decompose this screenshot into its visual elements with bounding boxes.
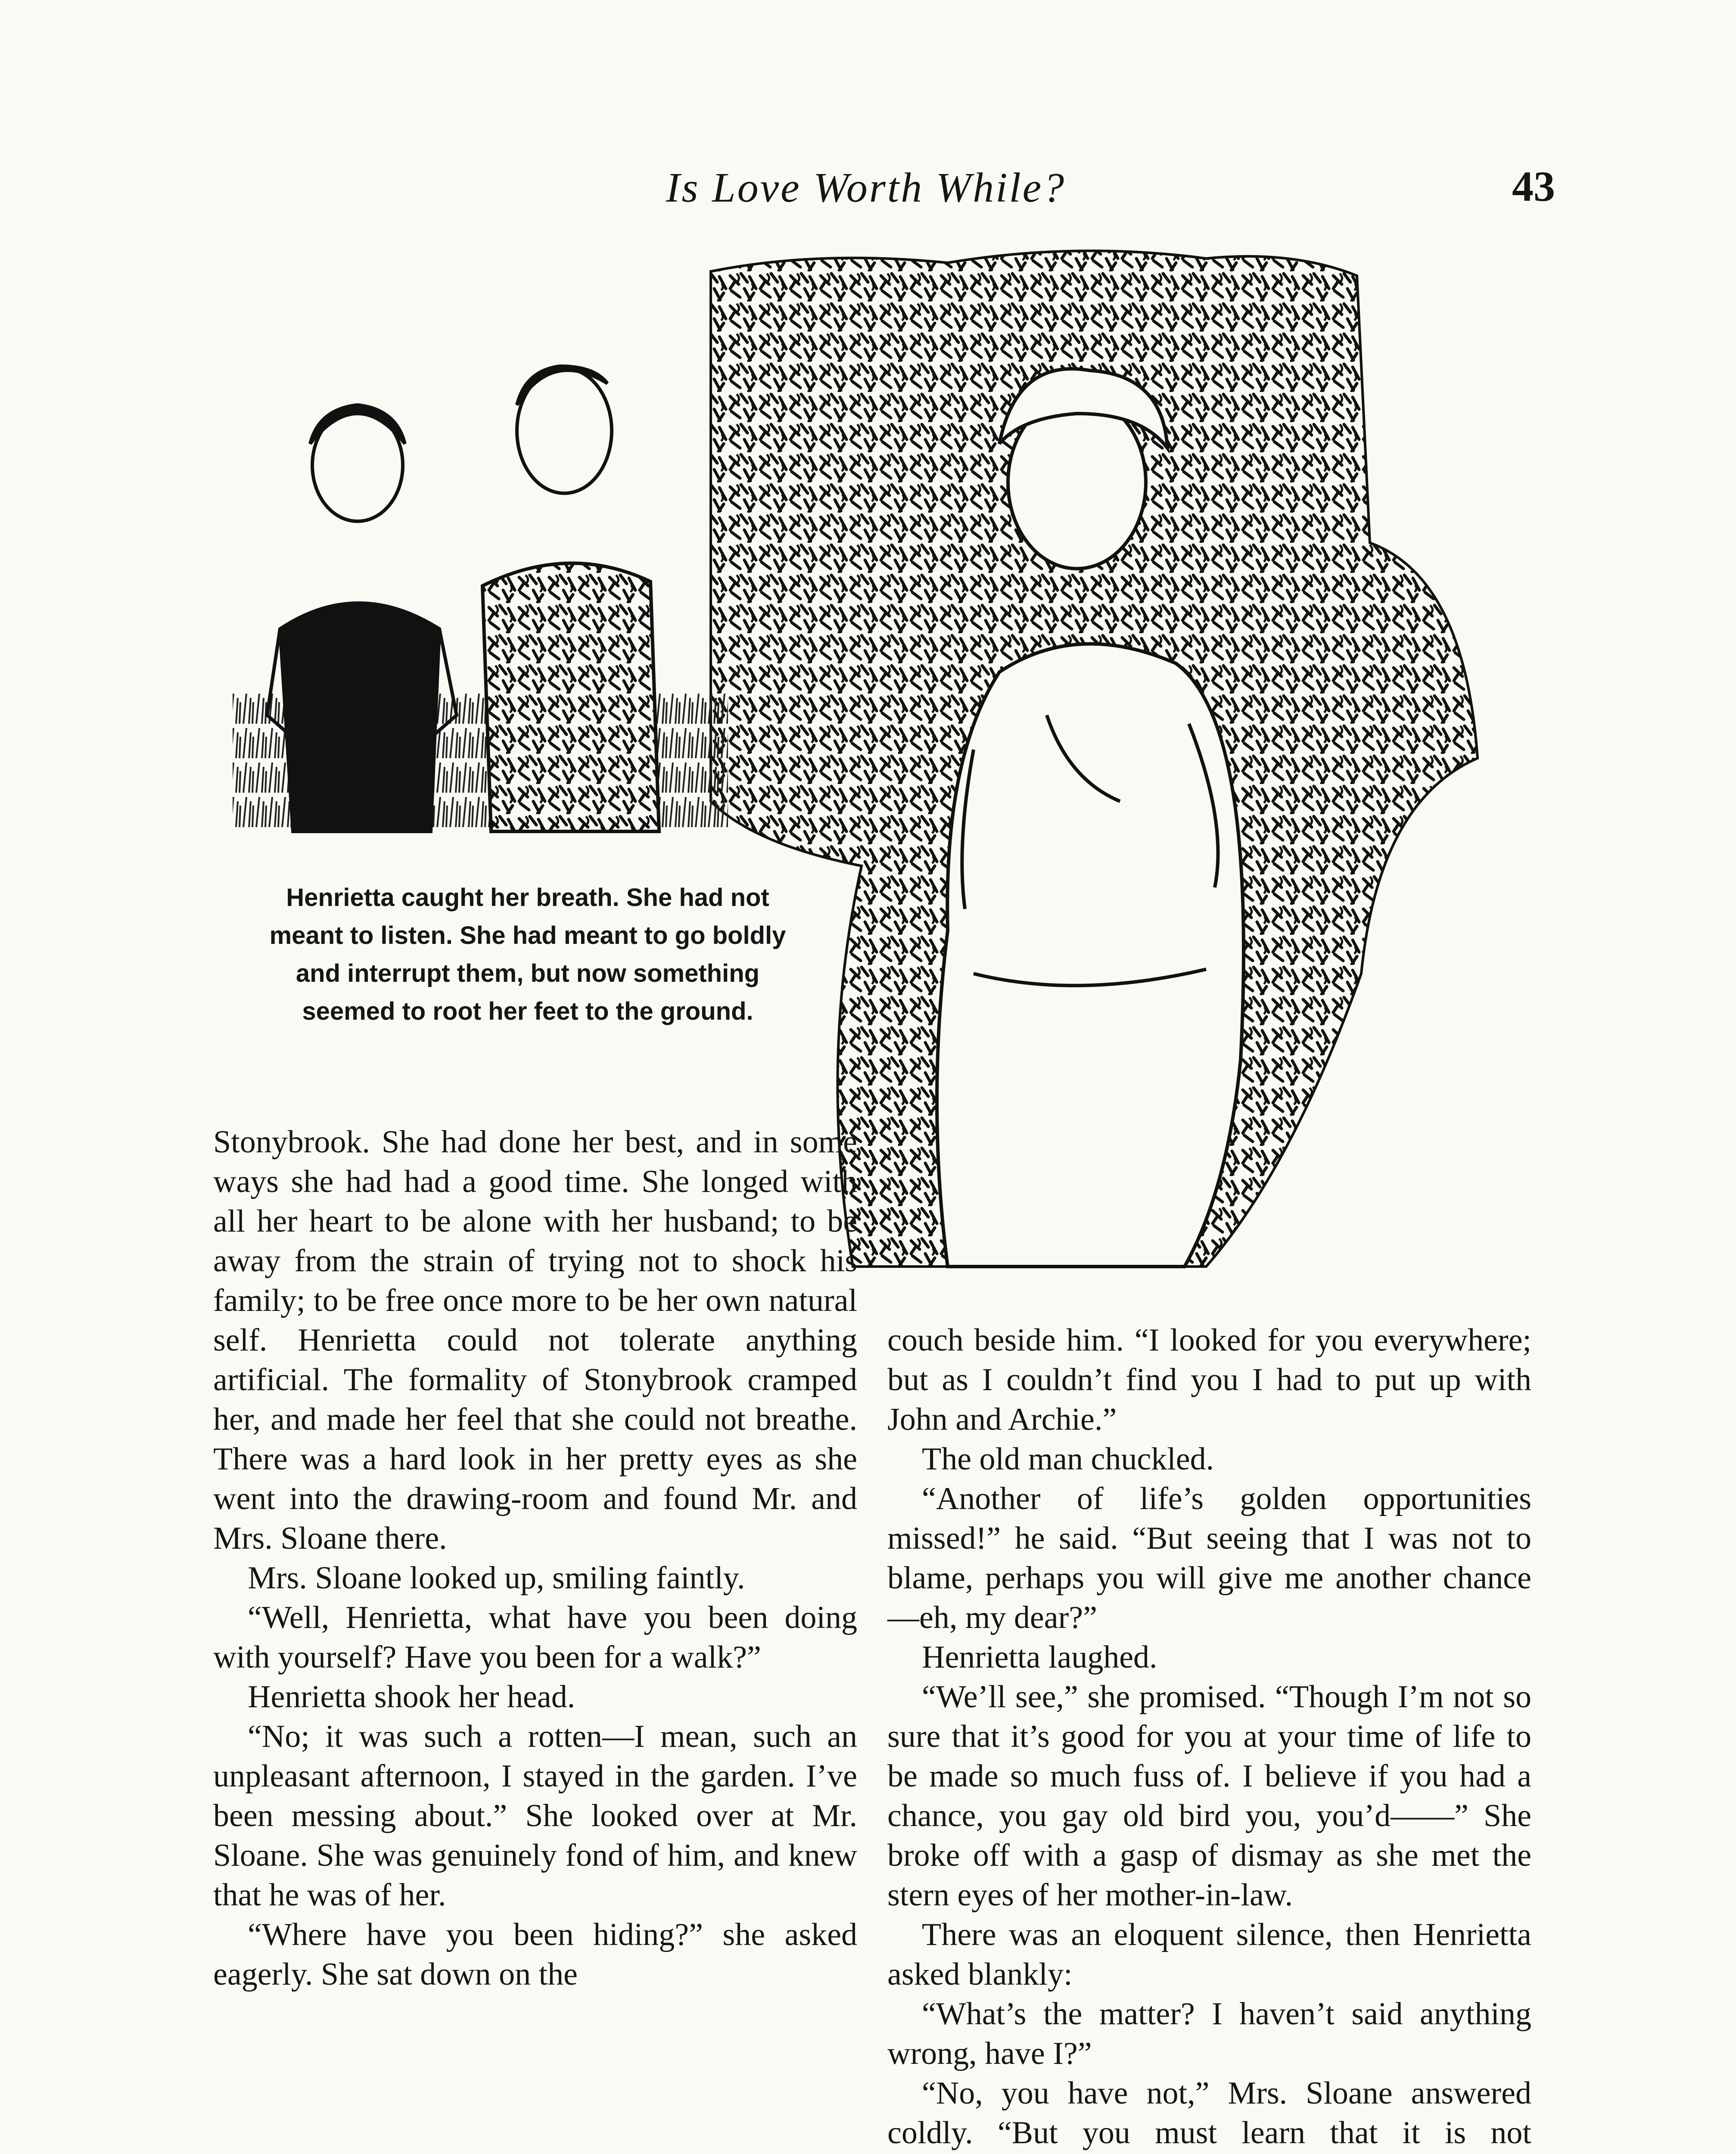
paragraph: Henrietta shook her head. xyxy=(248,1679,576,1715)
left-text-column xyxy=(213,1122,857,1994)
paragraph: “What’s the matter? I haven’t said anything wrong, have I?” xyxy=(887,1996,1531,2071)
woman-figure xyxy=(267,405,457,831)
paragraph: couch beside him. “I looked for you everywhere; but as I couldn’t find you I had to put up with John and Archie.” xyxy=(887,1323,1531,1437)
right-text-column xyxy=(887,1320,1531,2154)
paragraph: There was an eloquent silence, then Henrietta asked blankly: xyxy=(887,1917,1531,1992)
illustration-caption: Henrietta caught her breath. She had not meant to listen. She had meant to go boldly and interrupt them, but now something seemed to root her feet to the ground. xyxy=(269,884,786,1025)
paragraph: “No, you have not,” Mrs. Sloane answered coldly. “But you must learn that it is not xyxy=(887,2076,1531,2151)
paragraph: Stonybrook. She had done her best, and in some ways she had had a good time. She longed with all her heart to be alone with her husband; to be away from the strain of trying not to shock his family; to be free once more to be her own natural self. Henrietta could not tolerate anything artificial. The formality of Stonybrook cramped her, and made her feel that she could not breathe. There was a hard look in her pretty eyes as she went into the drawing-room and found Mr. and Mrs. Sloane there. xyxy=(213,1124,857,1556)
paragraph: “Another of life’s golden opportunities missed!” he said. “But seeing that I was not to blame, perhaps you will give me another chance—eh, my dear?” xyxy=(887,1481,1531,1635)
page-number: 43 xyxy=(1512,162,1555,210)
man-figure xyxy=(482,366,659,831)
paragraph: The old man chuckled. xyxy=(922,1441,1214,1477)
running-title: Is Love Worth While? xyxy=(666,165,1066,211)
paragraph: Mrs. Sloane looked up, smiling faintly. xyxy=(248,1560,745,1596)
paragraph: “Well, Henrietta, what have you been doing with yourself? Have you been for a walk?” xyxy=(213,1600,857,1675)
paragraph: “No; it was such a rotten—I mean, such an unpleasant afternoon, I stayed in the garden. I’ve been messing about.” She looked over at Mr. Sloane. She was genuinely fond of him, and knew that he was of her. xyxy=(213,1719,857,1913)
paragraph: “Where have you been hiding?” she asked eagerly. She sat down on the xyxy=(213,1917,857,1992)
paragraph: “We’ll see,” she promised. “Though I’m not so sure that it’s good for you at your time of life to be made so much fuss of. I believe if you had a chance, you gay old bird you, you’d——” She broke off with a gasp of dismay as she met the stern eyes of her mother-in-law. xyxy=(887,1679,1531,1913)
paragraph: Henrietta laughed. xyxy=(922,1640,1157,1675)
story-illustration xyxy=(215,241,1577,1275)
